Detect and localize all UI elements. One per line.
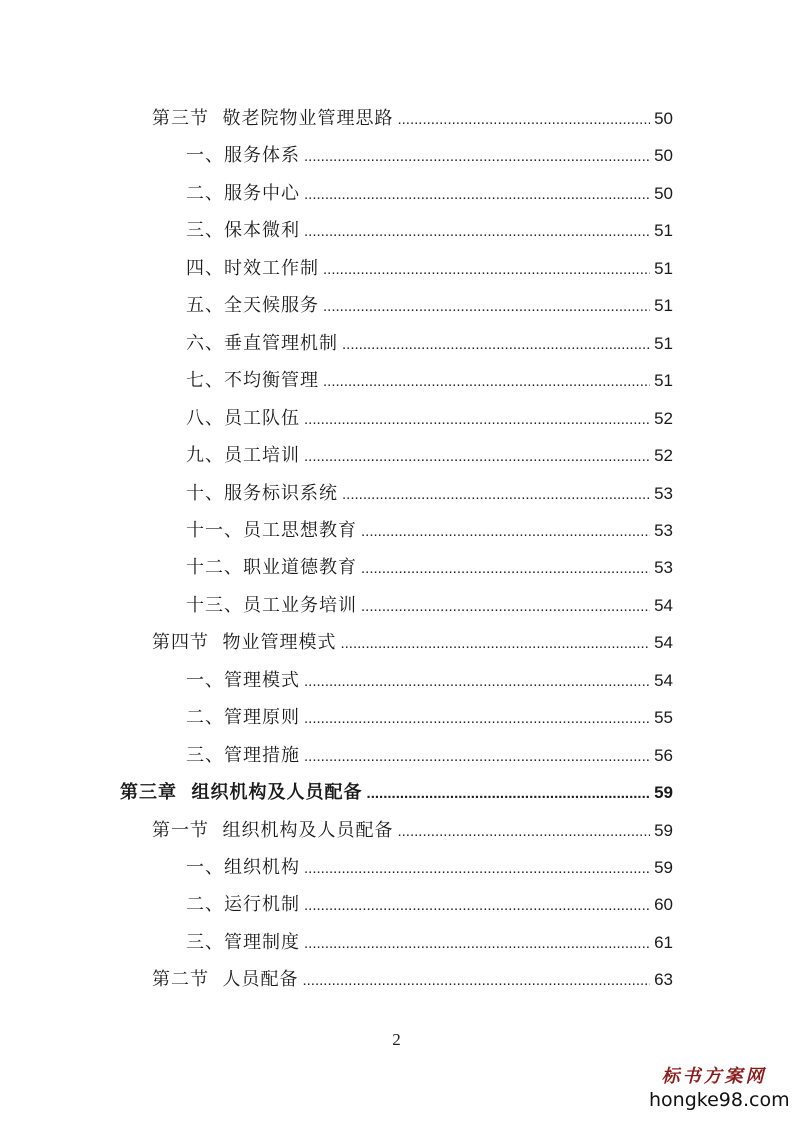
toc-entry-section [152,104,673,134]
toc-entry-title: 八、员工队伍 [186,407,300,429]
toc-dot-leader [304,891,650,921]
toc-dot-leader [304,704,650,734]
toc-dot-leader [304,742,650,772]
toc-entry-title: 第二节 人员配备 [152,969,299,991]
toc-entry-title: 第三章 组织机构及人员配备 [120,782,363,804]
toc-dot-leader [304,929,650,959]
toc-entry-title: 一、管理模式 [186,669,300,691]
toc-entry-item [186,890,673,920]
toc-dot-leader [361,592,650,622]
toc-entry-section [152,965,673,995]
toc-dot-leader [361,554,650,584]
toc-dot-leader [367,779,651,809]
toc-dot-leader [304,180,650,210]
toc-dot-leader [340,629,650,659]
toc-entry-title: 十二、职业道德教育 [186,557,357,579]
toc-entry-page: 61 [654,932,673,952]
toc-dot-leader [342,330,650,360]
toc-entry-item [186,553,673,583]
toc-dot-leader [323,367,650,397]
toc-entry-title: 第一节 组织机构及人员配备 [152,819,394,841]
toc-entry-page: 53 [654,520,673,540]
toc-entry-title: 第四节 物业管理模式 [152,632,337,654]
toc-entry-item [186,516,673,546]
toc-entry-title: 二、运行机制 [186,894,300,916]
toc-entry-page: 54 [654,595,673,615]
toc-dot-leader [323,292,650,322]
toc-entry-page: 51 [654,333,673,353]
toc-entry-page: 60 [654,895,673,915]
toc-entry-title: 三、管理措施 [186,744,300,766]
toc-entry-title: 一、组织机构 [186,857,300,878]
watermark-url: hongke98.com [649,1089,790,1111]
toc-dot-leader [323,255,650,285]
toc-entry-page: 52 [654,408,673,428]
toc-dot-leader [304,405,650,435]
toc-entry-title: 一、服务体系 [186,145,300,167]
page-number: 2 [392,1030,401,1049]
toc-dot-leader [304,667,650,697]
toc-dot-leader [304,442,650,472]
toc-entry-title: 七、不均衡管理 [186,370,319,392]
toc-entry-item [186,329,673,359]
toc-dot-leader [304,854,650,884]
toc-entry-title: 二、服务中心 [186,182,300,204]
toc-entry-page: 56 [654,745,673,765]
toc-entry-page: 51 [654,296,673,316]
toc-entry-page: 53 [654,483,673,503]
toc-entry-item [186,179,673,209]
toc-dot-leader [302,966,650,996]
toc-entry-item [186,291,673,321]
toc-entry-item [186,666,673,696]
toc-dot-leader [361,517,650,547]
toc-entry-title: 六、垂直管理机制 [186,332,338,354]
toc-entry-chapter [120,778,673,808]
toc-entry-item [186,254,673,284]
toc-entry-page: 63 [654,970,673,990]
toc-dot-leader [304,142,650,172]
toc-entry-page: 50 [654,183,673,203]
toc-entry-title: 十三、员工业务培训 [186,594,357,616]
toc-entry-item [186,928,673,958]
toc-entry-section [152,816,673,846]
toc-entry-page: 55 [654,708,673,728]
toc-entry-page: 52 [654,446,673,466]
watermark-name: 标书方案网 [661,1066,767,1087]
toc-dot-leader [397,105,650,135]
toc-entry-item [186,853,673,883]
toc-entry-title: 十一、员工思想教育 [186,519,357,541]
toc-entry-item [186,366,673,396]
toc-entry-item [186,741,673,771]
toc-entry-item [186,703,673,733]
toc-entry-section [152,628,673,658]
toc-entry-item [186,404,673,434]
toc-entry-title: 五、全天候服务 [186,295,319,317]
toc-entry-title: 第三节 敬老院物业管理思路 [152,108,394,129]
toc-entry-page: 51 [654,221,673,241]
toc-entry-title: 三、管理制度 [186,931,300,953]
toc-entry-page: 50 [654,109,673,128]
toc-dot-leader [342,480,650,510]
toc-entry-title: 九、员工培训 [186,445,300,467]
toc-entry-title: 二、管理原则 [186,707,300,729]
toc-entry-title: 四、时效工作制 [186,257,319,279]
toc-entry-page: 53 [654,558,673,578]
toc-entry-page: 59 [654,858,673,877]
toc-entry-page: 59 [654,783,673,803]
toc-entry-item [186,141,673,171]
toc-dot-leader [397,817,650,847]
toc-entry-item [186,216,673,246]
toc-entry-page: 59 [654,820,673,840]
site-watermark [649,1066,790,1112]
toc-dot-leader [304,217,650,247]
toc-entry-page: 50 [654,146,673,166]
toc-entry-page: 51 [654,258,673,278]
toc-entry-page: 51 [654,371,673,391]
toc-entry-title: 十、服务标识系统 [186,482,338,504]
toc-entry-page: 54 [654,633,673,653]
toc-entry-item [186,591,673,621]
toc-entry-item [186,479,673,509]
toc-entry-title: 三、保本微利 [186,220,300,242]
toc-entry-page: 54 [654,670,673,690]
toc-entry-item [186,441,673,471]
